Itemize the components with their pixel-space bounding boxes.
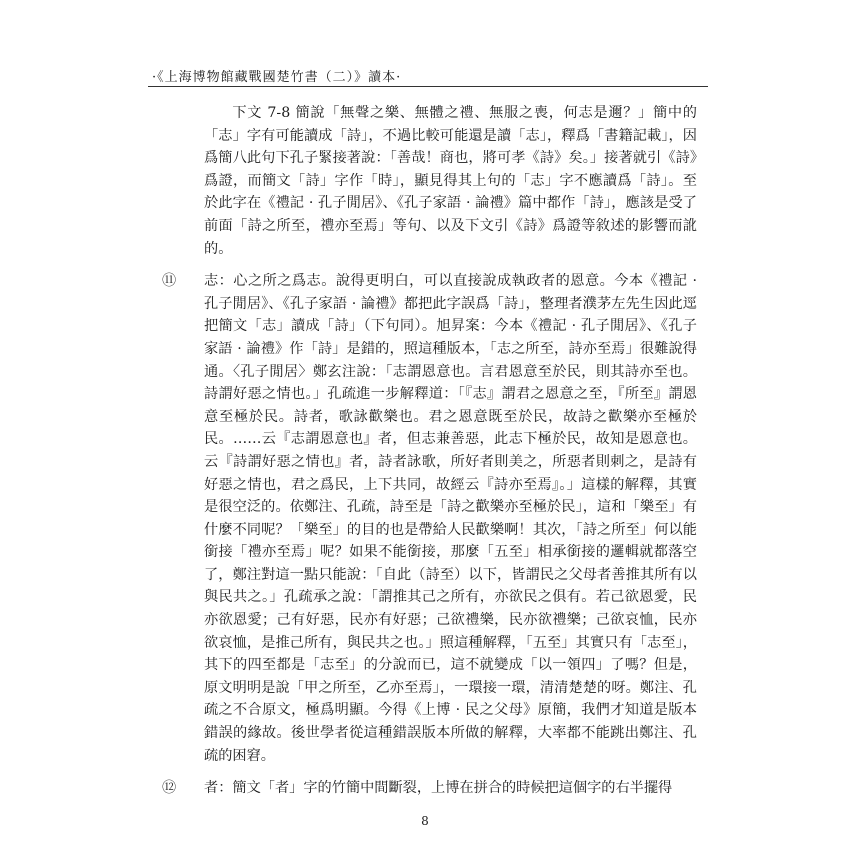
note-text: 志：心之所之爲志。說得更明白，可以直接說成執政者的恩意。今本《禮記 · 孔子閒居》、《孔子家語 · 論禮》都把此字誤爲「詩」，整理者濮茅左先生因此逕把簡文「志」讀成「詩」（下句同）。旭昇案：今本《禮記 · 孔子閒居》、《孔子家語 · 論禮》作「詩」是錯的，照這種版本，「志之所至，詩亦至焉」很難說得通。〈孔子閒居〉鄭玄注說：「志謂恩意也。言君恩意至於民，則其詩亦至也。詩謂好惡之情也。」孔疏進一步解釋道：「『志』謂君之恩意之至，『所至』謂恩意至極於民。詩者，歌詠歡樂也。君之恩意既至於民，故詩之歡樂亦至極於民。……云『志謂恩意也』者，但志兼善惡，此志下極於民，故知是恩意也。云『詩謂好惡之情也』者，詩者詠歌，所好者則美之，所惡者則刺之，是詩有好惡之情也，君之爲民，上下共同，故經云『詩亦至焉』。」這樣的解釋，其實是很空泛的。依鄭注、孔疏，詩至是「詩之歡樂亦至極於民」，這和「樂至」有什麼不同呢？「樂至」的目的也是帶給人民歡樂啊！其次，「詩之所至」何以能銜接「禮亦至焉」呢？如果不能銜接，那麼「五至」相承銜接的邏輯就都落空了，鄭注對這一點只能說：「自此（詩至）以下，皆謂民之父母者善推其所有以與民共之。」孔疏承之說：「謂推其己之所有，亦欲民之俱有。若己欲恩愛，民亦欲恩愛；己有好惡，民亦有好惡；己欲禮樂，民亦欲禮樂；己欲哀恤，民亦欲哀恤，是推己所有，與民共之也。」照這種解釋，「五至」其實只有「志至」，其下的四至都是「志至」的分說而已，這不就變成「以一領四」了嗎？但是，原文明明是說「甲之所至，乙亦至焉」，一環接一環，清清楚楚的呀。鄭注、孔疏之不合原文，極爲明顯。今得《上博 · 民之父母》原簡，我們才知道是版本錯誤的緣故。後世學者從這種錯誤版本所做的解釋，大率都不能跳出鄭注、孔疏的困窘。 <box>204 273 697 764</box>
page-body <box>162 102 697 800</box>
note-number: ⑪ <box>162 273 177 290</box>
note-number: ⑫ <box>162 780 177 797</box>
page-number: 8 <box>421 814 429 828</box>
note-text: 者：簡文「者」字的竹簡中間斷裂，上博在拼合的時候把這個字的右半擺得 <box>204 780 673 797</box>
note-11 <box>162 270 697 767</box>
note-12 <box>162 777 697 800</box>
header-rule <box>148 86 708 87</box>
running-header: ·《上海博物館藏戰國楚竹書（二）》讀本· <box>152 70 402 85</box>
intro-paragraph: 下文 7-8 簡說「無聲之樂、無體之禮、無服之喪，何志是邇？」簡中的「志」字有可能讀成「詩」，不過比較可能還是讀「志」，釋爲「書籍記載」，因爲簡八此句下孔子緊接著說：「善哉！商也，將可孝《詩》矣。」接著就引《詩》爲證，而簡文「詩」字作「時」，顯見得其上句的「志」字不應讀爲「詩」。至於此字在《禮記 · 孔子閒居》、《孔子家語 · 論禮》篇中都作「詩」，應該是受了前面「詩之所至，禮亦至焉」等句、以及下文引《詩》爲證等敘述的影響而訛的。 <box>204 105 697 257</box>
